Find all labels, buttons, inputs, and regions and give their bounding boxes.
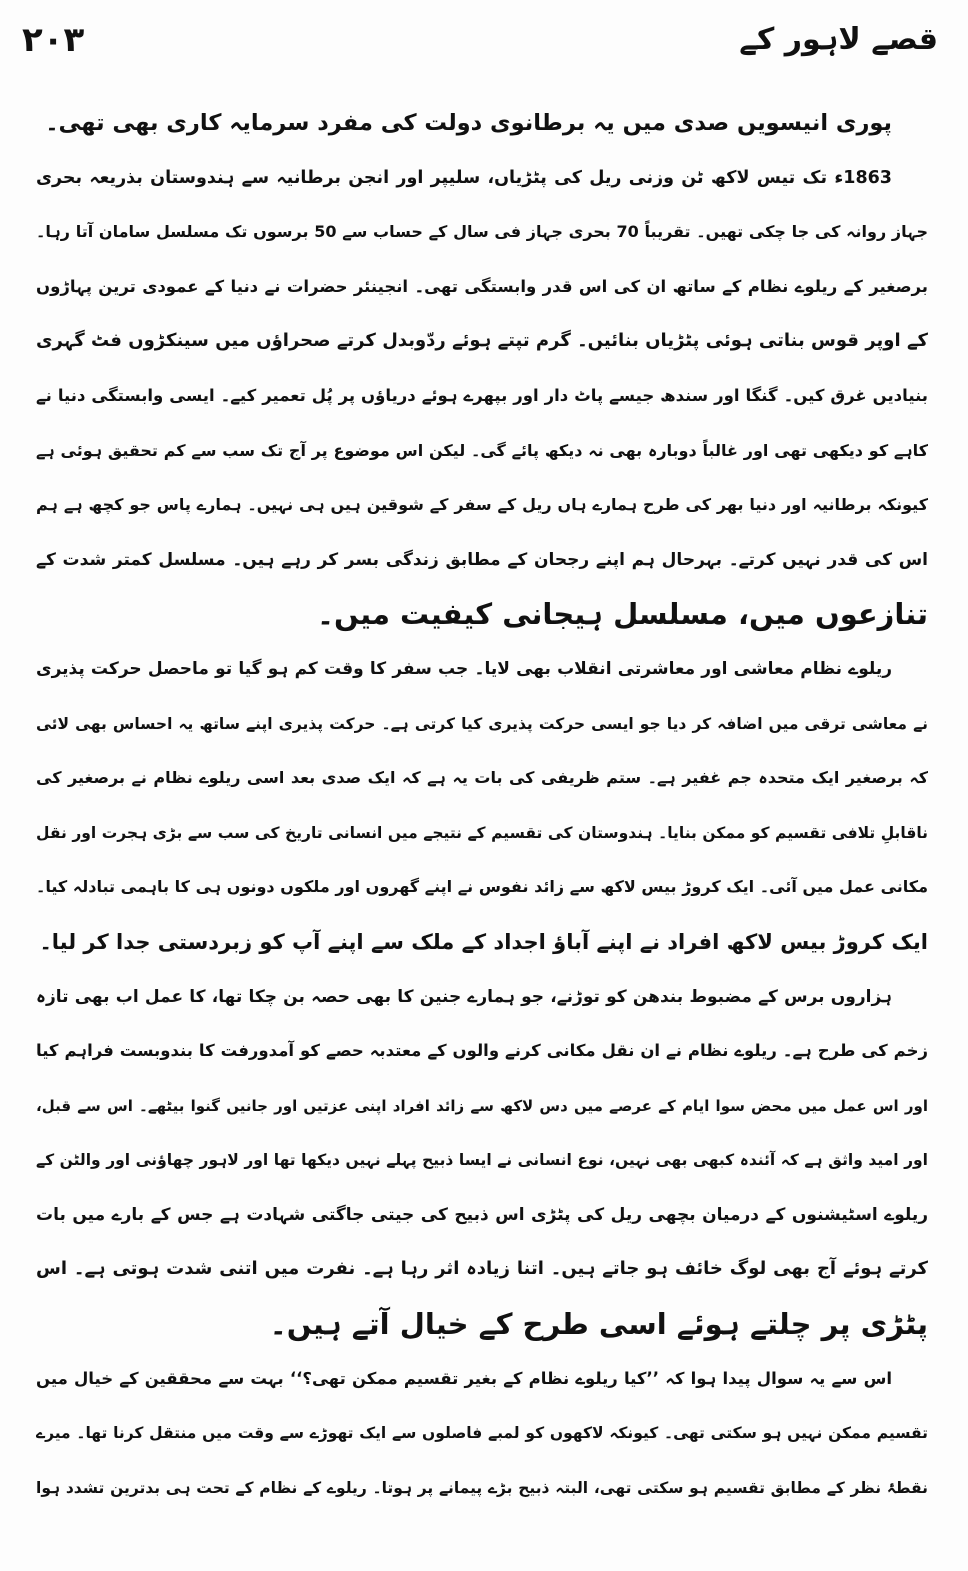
text-line: زخم کی طرح ہے۔ ریلوے نظام نے ان نقل مکانی کرنے والوں کے معتدبہ حصے کو آمدورفت کا بندوبست فراہم کیا [36,1041,928,1061]
text-line: ریلوے اسٹیشنوں کے درمیان بچھی ریل کی پٹڑی اس ذبیح کی جیتی جاگتی شہادت ہے جس کے بارے میں بات [36,1204,928,1225]
text-line: پوری انیسویں صدی میں یہ برطانوی دولت کی مفرد سرمایہ کاری بھی تھی۔ [45,110,892,136]
body-text [36,96,928,1515]
text-line: تقسیم ممکن نہیں ہو سکتی تھی۔ کیونکہ لاکھوں کو لمبے فاصلوں سے ایک تھوڑے سے وقت میں منتقل کرنا تھا۔ میرے [36,1424,928,1443]
text-line: ناقابلِ تلافی تقسیم کو ممکن بنایا۔ ہندوستان کی تقسیم کے نتیجے میں انسانی تاریخ کی سب سے بڑی ہجرت اور نقل [36,823,928,842]
text-line: ریلوے نظام معاشی اور معاشرتی انقلاب بھی لایا۔ جب سفر کا وقت کم ہو گیا تو ماحصل حرکت پذیری [36,658,892,679]
text-line: کرتے ہوئے آج بھی لوگ خائف ہو جاتے ہیں۔ اتنا زیادہ اثر رہا ہے۔ نفرت میں اتنی شدت ہوتی ہے۔ اس [36,1258,928,1280]
paragraph-2 [36,151,928,642]
page-number: ۲۰۳ [22,20,85,60]
text-line: نقطۂ نظر کے مطابق تقسیم ہو سکتی تھی، البتہ ذبیح بڑے پیمانے پر ہوتا۔ ریلوے کے نظام کے تحت ہی بدترین تشدد ہوا [36,1478,928,1497]
text-line: جہاز روانہ کی جا چکی تھیں۔ تقریباً 70 بحری جہاز فی سال کے حساب سے 50 برسوں تک مسلسل سامان آتا رہا۔ [36,222,928,242]
text-line: اس سے یہ سوال پیدا ہوا کہ ’’کیا ریلوے نظام کے بغیر تقسیم ممکن تھی؟‘‘ بہت سے محققین کے خیال میں [36,1368,892,1388]
running-title: قصے لاہور کے [739,22,938,57]
paragraph-5 [36,1352,928,1516]
paragraph-1 [36,96,928,151]
page-header [22,18,938,66]
text-line: اور اس عمل میں محض سوا ایام کے عرصے میں دس لاکھ سے زائد افراد اپنی عزتیں اور جانیں گنوا بیٹھے۔ اس سے قبل، [36,1096,928,1115]
text-line: برصغیر کے ریلوے نظام کے ساتھ ان کی اس قدر وابستگی تھی۔ انجینئر حضرات نے دنیا کے عمودی ترین پہاڑوں [36,276,928,296]
text-line: تنازعوں میں، مسلسل ہیجانی کیفیت میں۔ [317,597,928,632]
paragraph-3 [36,642,928,970]
text-line: ایک کروڑ بیس لاکھ افراد نے اپنے آباؤ اجداد کے ملک سے اپنے آپ کو زبردستی جدا کر لیا۔ [39,929,928,954]
text-line: اور امید واثق ہے کہ آئندہ کبھی بھی نہیں، نوع انسانی نے ایسا ذبیح پہلے نہیں دیکھا تھا اور لاہور چھاؤنی اور والٹن کے [36,1151,928,1170]
text-line: کیونکہ برطانیہ اور دنیا بھر کی طرح ہمارے ہاں ریل کے سفر کے شوقین ہیں ہی نہیں۔ ہمارے پاس جو کچھ ہے ہم [36,495,928,515]
text-line: بنیادیں غرق کیں۔ گنگا اور سندھ جیسے پاٹ دار اور بپھرے ہوئے دریاؤں پر پُل تعمیر کیے۔ ایسی وابستگی دنیا نے [36,385,928,405]
text-line: پٹڑی پر چلتے ہوئے اسی طرح کے خیال آتے ہیں۔ [269,1307,928,1342]
text-line: مکانی عمل میں آئی۔ ایک کروڑ بیس لاکھ سے زائد نفوس نے اپنے گھروں اور ملکوں دونوں ہی کا باہمی تبادلہ کیا۔ [36,877,928,897]
text-line: نے معاشی ترقی میں اضافہ کر دیا جو ایسی حرکت پذیری کیا کرتی ہے۔ حرکت پذیری اپنے ساتھ یہ احساس بھی لائی [36,714,928,733]
text-line: 1863ء تک تیس لاکھ ٹن وزنی ریل کی پٹڑیاں، سلیپر اور انجن برطانیہ سے ہندوستان بذریعہ بحری [36,167,892,188]
text-line: ہزاروں برس کے مضبوط بندھن کو توڑنے، جو ہمارے جنین کا بھی حصہ بن چکا تھا، کا عمل اب بھی تازہ [36,986,892,1007]
paragraph-4 [36,970,928,1352]
text-line: کے اوپر قوس بناتی ہوئی پٹڑیاں بنائیں۔ گرم تپتے ہوئے ردّوبدل کرتے صحراؤں میں سینکڑوں فٹ گہری [36,330,928,352]
text-line: کہ برصغیر ایک متحدہ جم غفیر ہے۔ ستم ظریفی کی بات یہ ہے کہ ایک صدی بعد اسی ریلوے نظام نے برصغیر کی [36,768,928,788]
text-line: اس کی قدر نہیں کرتے۔ بہرحال ہم اپنے رجحان کے مطابق زندگی بسر کر رہے ہیں۔ مسلسل کمتر شدت کے [36,549,928,570]
text-line: کاہے کو دیکھی تھی اور غالباً دوبارہ بھی نہ دیکھ پائے گی۔ لیکن اس موضوع پر آج تک سب سے کم تحقیق ہوئی ہے [36,440,928,460]
